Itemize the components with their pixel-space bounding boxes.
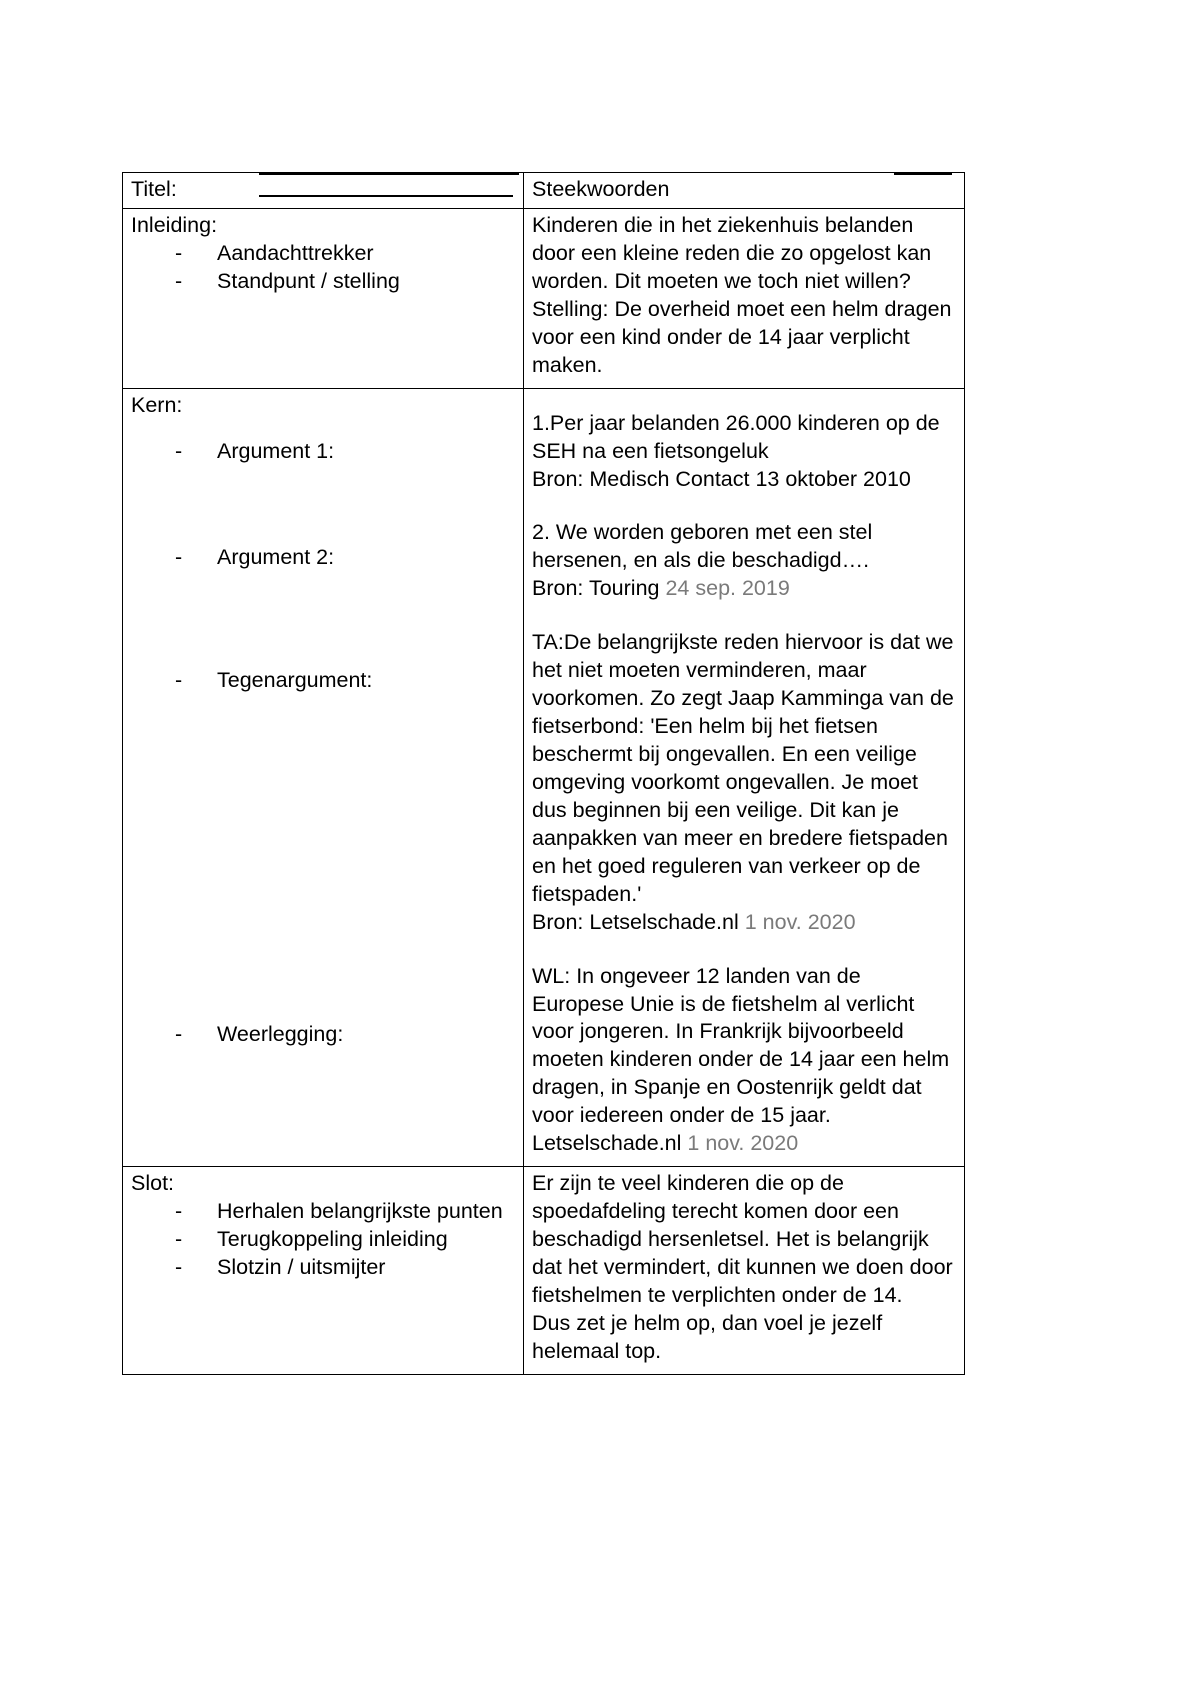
slot-bullet-list	[131, 1198, 517, 1282]
steekwoorden-row	[532, 176, 958, 206]
titel-label: Titel:	[131, 177, 177, 201]
kern-item-argument-1	[131, 438, 517, 466]
argument-2-source	[532, 575, 958, 603]
dash-marker: -	[175, 544, 183, 569]
tegenargument-source-name: Bron: Letselschade.nl	[532, 909, 745, 934]
dash-marker: -	[175, 1199, 183, 1224]
argument-2-body: 2. We worden geboren met een stel hersenen, en als die beschadigd….	[532, 520, 873, 573]
dash-marker: -	[175, 1022, 183, 1047]
weerlegging-body: WL: In ongeveer 12 landen van de Europese Unie is de fietshelm al verlicht voor jongeren. In Frankrijk bijvoorbeeld moeten kinderen onder de 14 jaar een helm dragen, in Spanje en Oostenrijk geldt dat voor iedereen onder de 15 jaar.	[532, 963, 950, 1128]
cell-titel-left	[123, 173, 524, 209]
list-item-label: Standpunt / stelling	[217, 268, 400, 293]
cell-kern-left	[123, 388, 524, 1167]
inleiding-bullet-list	[131, 240, 517, 296]
kern-item-label: Argument 1:	[217, 438, 335, 463]
inleiding-label: Inleiding:	[131, 213, 218, 237]
steekwoorden-rule	[894, 173, 952, 175]
argument-1-source	[532, 466, 958, 494]
cell-titel-right	[524, 173, 965, 209]
argument-1-source-name: Bron: Medisch Contact 13 oktober 2010	[532, 466, 911, 491]
list-item-label: Terugkoppeling inleiding	[217, 1227, 448, 1251]
titel-fill-row	[131, 176, 517, 206]
list-item	[175, 240, 517, 268]
cell-inleiding-right	[524, 209, 965, 389]
dash-marker: -	[175, 268, 183, 293]
dash-marker: -	[175, 438, 183, 463]
table-row-titel	[123, 173, 965, 209]
weerlegging-source-name: Letselschade.nl	[532, 1131, 688, 1156]
list-item-label: Aandachttrekker	[217, 240, 374, 265]
kern-item-label: Weerlegging:	[217, 1022, 344, 1047]
dash-marker: -	[175, 668, 183, 693]
kern-item-argument-2	[131, 544, 517, 572]
table-row-kern	[123, 388, 965, 1167]
cell-slot-right	[524, 1167, 965, 1375]
list-item	[175, 1226, 517, 1254]
table-row-slot	[123, 1167, 965, 1375]
kern-item-weerlegging	[131, 1021, 517, 1049]
slot-closing-text: Dus zet je helm op, dan voel je jezelf helemaal top.	[532, 1310, 883, 1363]
kern-item-tegenargument	[131, 667, 517, 695]
list-item	[175, 268, 517, 296]
tegenargument-source-date: 1 nov. 2020	[744, 909, 856, 934]
argument-2-source-name: Bron: Touring	[532, 576, 666, 601]
dash-marker: -	[175, 240, 183, 265]
weerlegging-source	[532, 1130, 958, 1158]
argument-1-body: 1.Per jaar belanden 26.000 kinderen op de SEH na een fietsongeluk	[532, 410, 940, 463]
dash-marker: -	[175, 1254, 183, 1279]
argument-2-source-date: 24 sep. 2019	[665, 576, 790, 601]
steekwoorden-label: Steekwoorden	[532, 177, 670, 201]
tegenargument-source	[532, 909, 958, 937]
cell-slot-left	[123, 1167, 524, 1375]
kern-item-label: Argument 2:	[217, 544, 335, 569]
list-item	[175, 1254, 517, 1282]
table-row-inleiding	[123, 209, 965, 389]
betoog-schema-table	[122, 172, 965, 1375]
dash-marker: -	[175, 1227, 183, 1251]
inleiding-body-text: Kinderen die in het ziekenhuis belanden door een kleine reden die zo opgelost kan worden. Dit moeten we toch niet willen? Stelling: De overheid moet een helm dragen voor een kind onder de 14 jaar verplicht maken.	[532, 213, 952, 377]
tegenargument-body: TA:De belangrijkste reden hiervoor is dat we het niet moeten verminderen, maar voorkomen. Zo zegt Jaap Kamminga van de fietserbond: 'Een helm bij het fietsen beschermt bij ongevallen. En een veilige omgeving voorkomt ongevallen. Je moet dus beginnen bij een veilige. Dit kan je aanpakken van meer en bredere fietspaden en het goed reguleren van verkeer op de fietspaden.'	[532, 630, 954, 906]
list-item	[175, 1198, 517, 1226]
slot-body-text: Er zijn te veel kinderen die op de spoedafdeling terecht komen door een beschadigd hersenletsel. Het is belangrijk dat het vermindert, dit kunnen we doen door fietshelmen te verplichten onder de 14.	[532, 1171, 953, 1307]
list-item-label: Slotzin / uitsmijter	[217, 1254, 386, 1279]
kern-item-label: Tegenargument:	[217, 668, 373, 693]
weerlegging-source-date: 1 nov. 2020	[687, 1131, 799, 1156]
cell-kern-right	[524, 388, 965, 1167]
titel-fill-rule	[259, 195, 513, 197]
list-item-label: Herhalen belangrijkste punten	[217, 1199, 503, 1224]
slot-label: Slot:	[131, 1171, 175, 1196]
cell-inleiding-left	[123, 209, 524, 389]
kern-label: Kern:	[131, 392, 183, 417]
titel-rule-top	[259, 173, 519, 175]
